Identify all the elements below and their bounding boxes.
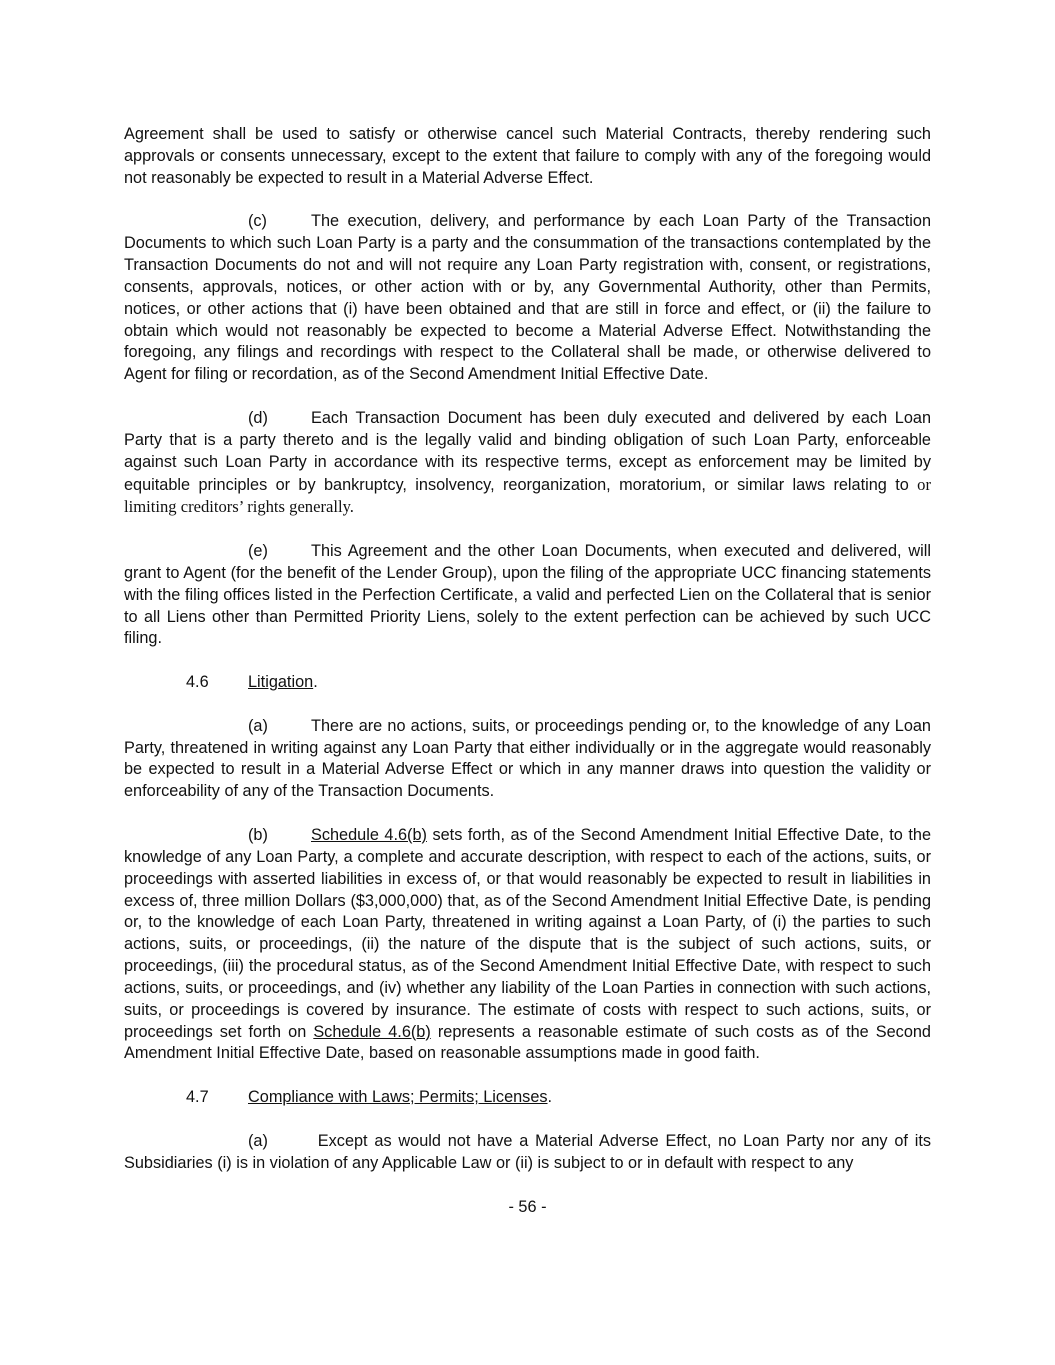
paragraph-continuation: Agreement shall be used to satisfy or otherwise cancel such Material Contracts, thereby rendering such approvals or consents unnecessary, except to the extent that failure to comply with any of the foregoing would not reasonably be expected to result in a Material Adverse Effect. xyxy=(124,125,931,187)
section-number-4-7: 4.7 xyxy=(186,1088,209,1107)
section-title-period: . xyxy=(313,673,318,692)
paragraph-4-5-c xyxy=(124,211,931,386)
section-number-4-6: 4.6 xyxy=(186,673,209,692)
paragraph-4-5-e xyxy=(124,541,931,650)
clause-label-d: (d) xyxy=(248,408,268,427)
section-heading-4-7 xyxy=(124,1087,931,1109)
section-title-4-7: Compliance with Laws; Permits; Licenses xyxy=(248,1088,548,1107)
document-page xyxy=(124,124,931,1196)
clause-text-4-6-b-part1: sets forth, as of the Second Amendment Initial Effective Date, to the knowledge of any Loan Party, a complete and accurate description, with respect to each of the actions, suits, or proceedings with asserted liabilities in excess of, or that would reasonably be expected to result in liabilities in excess of, three million Dollars ($3,000,000) that, as of the Second Amendment Initial Effective Date, is pending or, to the knowledge of each Loan Party, threatened in writing against a Loan Party, of (i) the parties to such actions, suits, or proceedings, (ii) the nature of the dispute that is the subject of such actions, suits, or proceedings, (iii) the procedural status, as of the Second Amendment Initial Effective Date, with respect to such actions, suits, or proceedings, and (iv) whether any liability of the Loan Parties in connection with such actions, suits, or proceedings is covered by insurance. The estimate of costs with respect to such actions, suits, or proceedings set forth on xyxy=(124,826,931,1041)
clause-text-e: This Agreement and the other Loan Documents, when executed and delivered, will grant to Agent (for the benefit of the Lender Group), upon the filing of the appropriate UCC financing statements with the filing offices listed in the Perfection Certificate, a valid and perfected Lien on the Collateral that is senior to all Liens other than Permitted Priority Liens, solely to the extent perfection can be achieved by such UCC filing. xyxy=(124,542,931,648)
paragraph-4-5-d xyxy=(124,408,931,519)
section-title-4-6: Litigation xyxy=(248,673,314,692)
clause-text-4-6-a: There are no actions, suits, or proceedings pending or, to the knowledge of any Loan Party, threatened in writing against any Loan Party that either individually or in the aggregate would reasonably be expected to result in a Material Adverse Effect or which in any manner draws into question the validity or enforceability of any of the Transaction Documents. xyxy=(124,716,931,801)
schedule-reference-link: Schedule 4.6(b) xyxy=(313,1022,431,1041)
paragraph-4-6-a xyxy=(124,716,931,803)
section-title-period: . xyxy=(547,1088,553,1107)
schedule-reference-link: Schedule 4.6(b) xyxy=(311,826,427,844)
clause-text-d: Each Transaction Document has been duly executed and delivered by each Loan Party that is a party thereto and is the legally valid and binding obligation of such Loan Party, enforceable against such Loan Party in accordance with its respective terms, except as enforcement may be limited by equitable principles or by bankruptcy, insolvency, reorganization, moratorium, or similar laws relating to xyxy=(124,408,931,494)
paragraph-4-7-a xyxy=(124,1131,931,1175)
paragraph-4-6-b xyxy=(124,825,931,1065)
clause-text-4-7-a: Except as would not have a Material Adverse Effect, no Loan Party nor any of its Subsidiaries (i) is in violation of any Applicable Law or (ii) is subject to or in default with respect to any xyxy=(124,1131,931,1172)
section-heading-4-6 xyxy=(124,672,931,694)
clause-text-c: The execution, delivery, and performance by each Loan Party of the Transaction Documents to which such Loan Party is a party and the consummation of the transactions contemplated by the Transaction Documents do not and will not require any Loan Party registration with, consent, or registrations, consents, approvals, notices, or other action with or by, any Governmental Authority, other than Permits, notices, or other actions that (i) have been obtained and that are still in force and effect, or (ii) the failure to obtain which would not reasonably be expected to become a Material Adverse Effect. Notwithstanding the foregoing, any filings and recordings with respect to the Collateral shall be made, or otherwise delivered to Agent for filing or recordation, as of the Second Amendment Initial Effective Date. xyxy=(124,212,931,384)
clause-label-4-6-b: (b) xyxy=(248,826,268,844)
clause-text-4-6-b-part2: represents a reasonable estimate of such costs as of the Second Amendment Initial Effective Date, based on reasonable assumptions made in good faith. xyxy=(124,1022,931,1063)
clause-text-d-tail: or limiting creditors’ rights generally. xyxy=(124,474,931,517)
clause-label-4-6-a: (a) xyxy=(248,716,268,735)
clause-label-c: (c) xyxy=(248,212,267,231)
page-number: - 56 - xyxy=(508,1198,547,1216)
clause-label-4-7-a: (a) xyxy=(248,1131,268,1150)
clause-label-e: (e) xyxy=(248,542,268,561)
